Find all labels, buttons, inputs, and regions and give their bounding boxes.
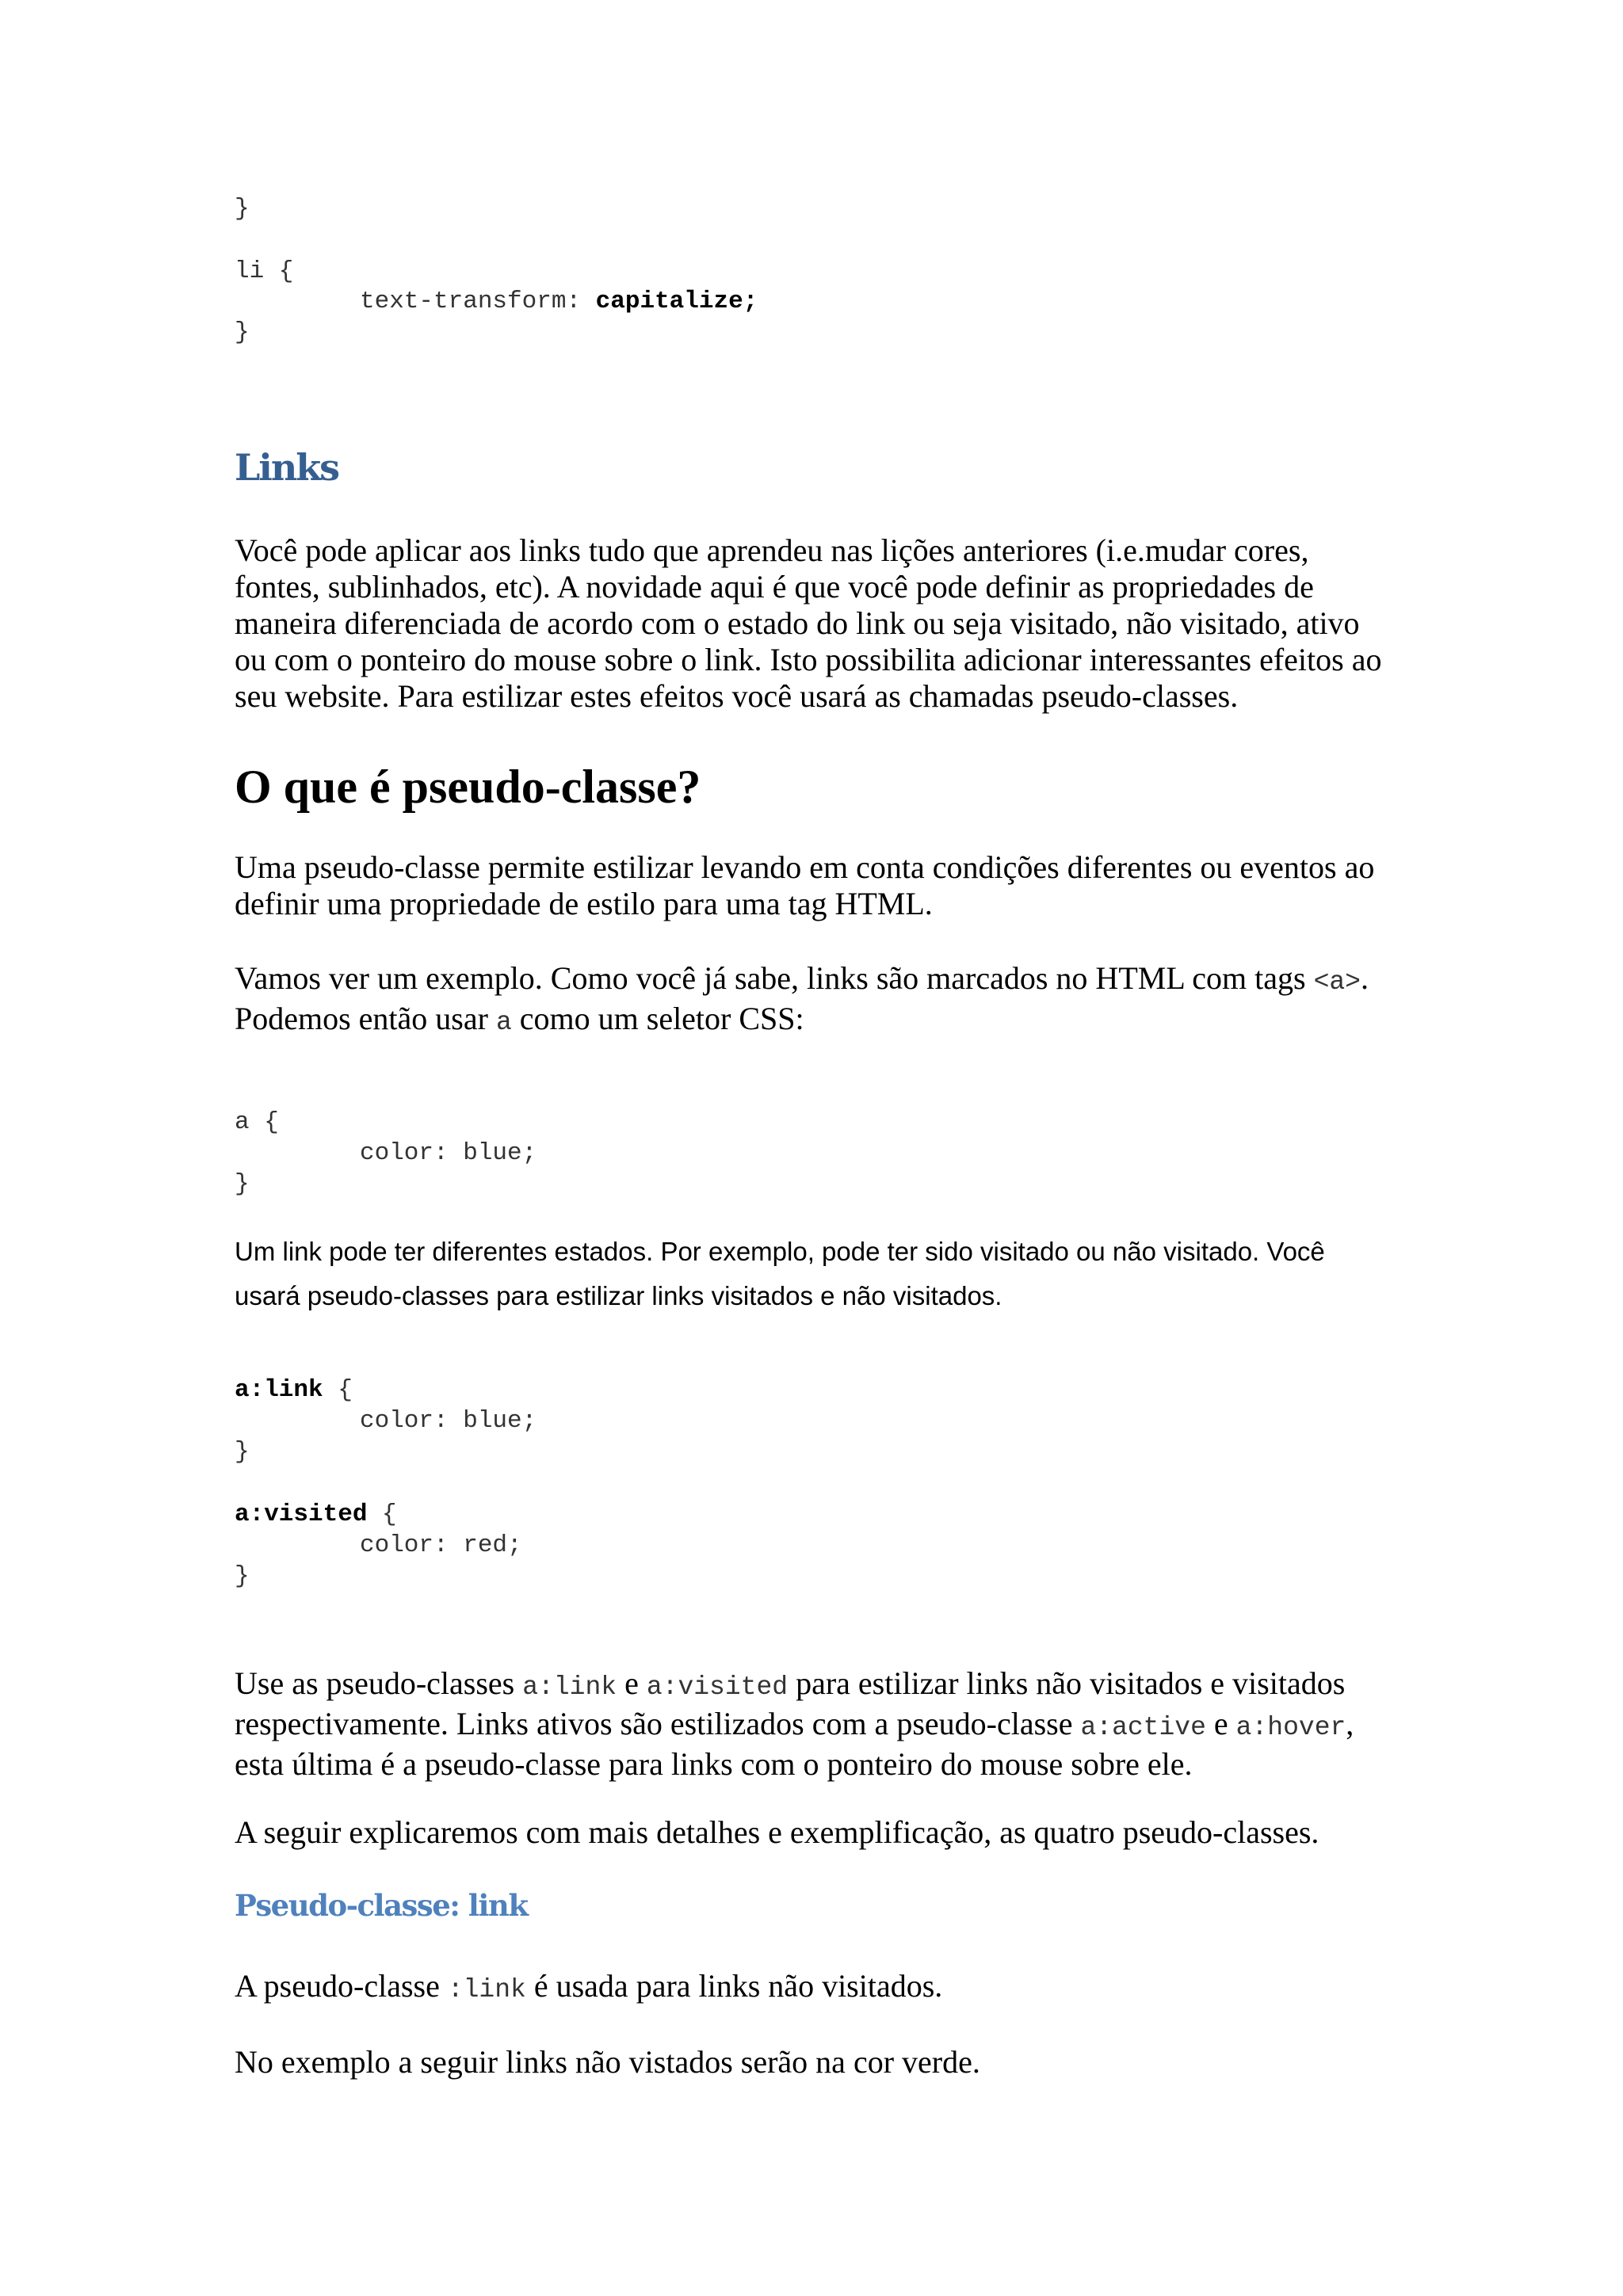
heading-pseudo-class-link: Pseudo-classe: link [235,1888,528,1923]
inline-code: a:active [1080,1713,1206,1742]
code-line [235,287,758,317]
code-line [235,1375,353,1405]
code-brace: { [367,1501,397,1528]
code-line: li { [235,257,294,285]
code-line: } [235,1562,250,1590]
green-example-paragraph: No exemplo a seguir links não vistados serão na cor verde. [235,2044,980,2080]
code-brace: { [323,1376,353,1404]
text-span: como um seletor CSS: [511,1001,804,1036]
pseudo-definition-paragraph: Uma pseudo-classe permite estilizar levando em conta condições diferentes ou eventos ao definir uma propriedade de estilo para uma tag HTML. [235,849,1375,921]
code-line: } [235,1170,250,1198]
next-paragraph: A seguir explicaremos com mais detalhes e exemplificação, as quatro pseudo-classes. [235,1814,1319,1850]
text-span: Vamos ver um exemplo. Como você já sabe, links são marcados no HTML com tags [235,960,1314,996]
text-span: é usada para links não visitados. [525,1968,943,2004]
link-definition-paragraph [235,1968,1392,2008]
text-span: . Podemos então usar [235,960,1369,1036]
text-span: A pseudo-classe [235,1968,448,2004]
heading-pseudo-class: O que é pseudo-classe? [235,761,701,813]
inline-code: a [495,1008,512,1037]
states-paragraph: Um link pode ter diferentes estados. Por exemplo, pode ter sido visitado ou não visitado. Você usará pseudo-classes para estilizar links visitados e não visitados. [235,1237,1325,1310]
code-line: a { [235,1108,279,1136]
text-span: para estilizar links não visitados e visitados respectivamente. Links ativos são estilizados com a pseudo-classe [235,1665,1346,1741]
code-selector: a:visited [235,1501,368,1528]
code-selector: a:link [235,1376,323,1404]
code-line: } [235,318,250,346]
code-line: color: blue; [360,1407,537,1435]
code-value: capitalize; [595,288,758,315]
inline-code: :link [447,1975,526,2004]
code-property: text-transform: [360,288,582,315]
code-line [235,1500,397,1530]
code-line: color: red; [360,1531,522,1559]
example-paragraph [235,960,1392,1041]
inline-code: a:link [522,1672,617,1702]
text-span: e [617,1665,647,1701]
code-line: } [235,195,250,223]
code-line: color: blue; [360,1139,537,1167]
inline-code: a:hover [1235,1713,1346,1742]
code-line: } [235,1438,250,1466]
intro-paragraph: Você pode aplicar aos links tudo que aprendeu nas lições anteriores (i.e.mudar cores, fontes, sublinhados, etc). A novidade aqui é que você pode definir as propriedades de maneira diferenciada de acordo com o estado do link ou seja visitado, não visitado, ativo ou com o ponteiro do mouse sobre o link. Isto possibilita adicionar interessantes efeitos ao seu website. Para estilizar estes efeitos você usará as chamadas pseudo-classes. [235,532,1382,714]
text-span: Use as pseudo-classes [235,1665,523,1701]
text-span: , esta última é a pseudo-classe para links com o ponteiro do mouse sobre ele. [235,1706,1354,1782]
inline-code: <a> [1313,967,1361,997]
inline-code: a:visited [646,1672,789,1702]
text-span: e [1205,1706,1236,1741]
heading-links: Links [235,446,339,489]
use-pseudo-classes-paragraph [235,1665,1392,1783]
